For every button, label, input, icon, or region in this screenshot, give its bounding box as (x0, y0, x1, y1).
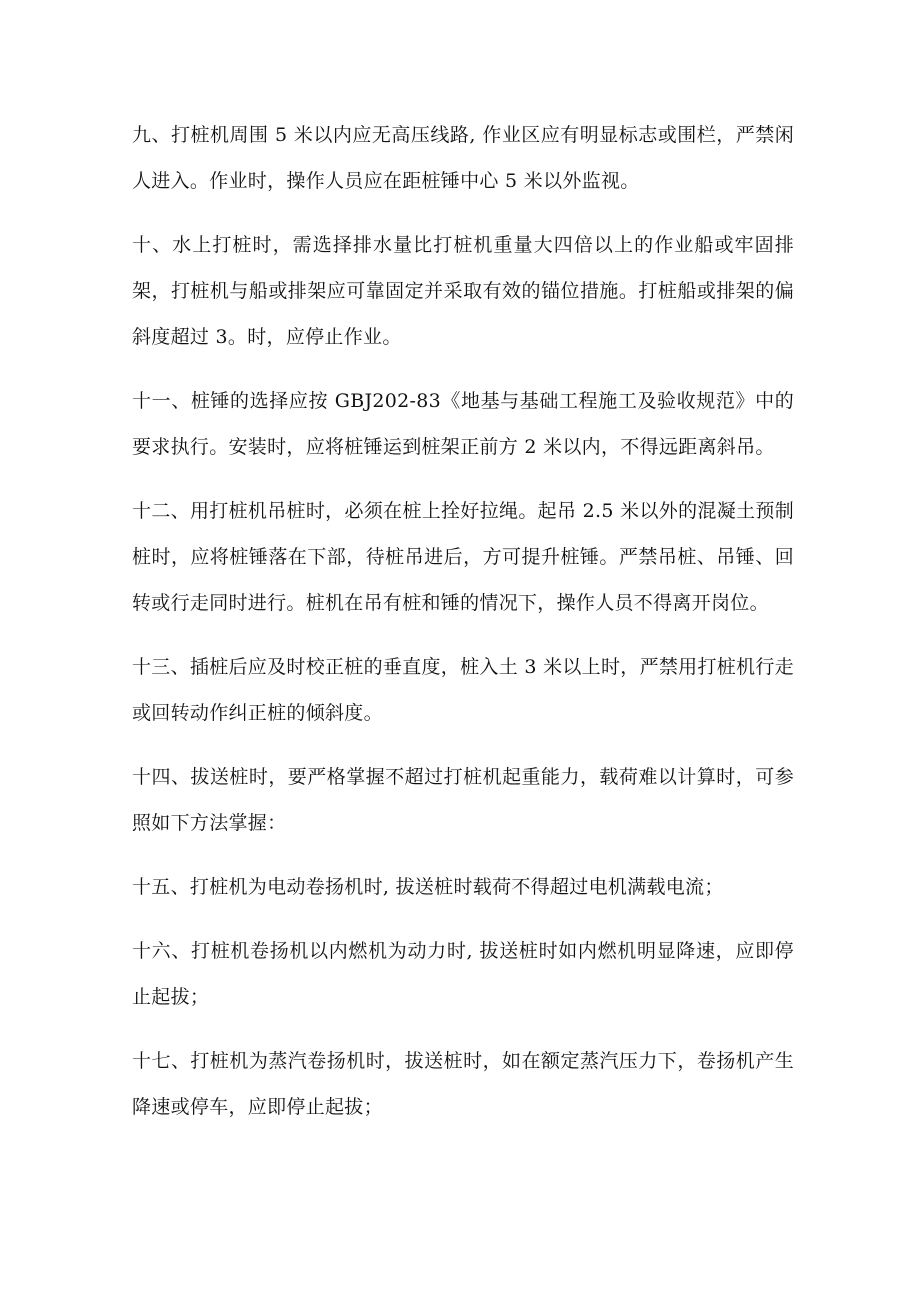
paragraph-17: 十七、打桩机为蒸汽卷扬机时，拔送桩时，如在额定蒸汽压力下，卷扬机产生降速或停车，应即停止起拔； (132, 1050, 794, 1118)
paragraph-13: 十三、插桩后应及时校正桩的垂直度，桩入土 3 米以上时，严禁用打桩机行走或回转动作纠正桩的倾斜度。 (132, 656, 794, 724)
paragraph-11: 十一、桩锤的选择应按 GBJ202-83《地基与基础工程施工及验收规范》中的要求执行。安装时，应将桩锤运到桩架正前方 2 米以内，不得远距离斜吊。 (132, 390, 794, 458)
paragraph-14: 十四、拔送桩时，要严格掌握不超过打桩机起重能力，载荷难以计算时，可参照如下方法掌握： (132, 766, 794, 834)
paragraph-15: 十五、打桩机为电动卷扬机时, 拔送桩时载荷不得超过电机满载电流； (132, 876, 724, 898)
paragraph-10: 十、水上打桩时，需选择排水量比打桩机重量大四倍以上的作业船或牢固排架，打桩机与船或排架应可靠固定并采取有效的锚位措施。打桩船或排架的偏斜度超过 3。时，应停止作业。 (132, 234, 794, 348)
paragraph-12: 十二、用打桩机吊桩时，必须在桩上拴好拉绳。起吊 2.5 米以外的混凝土预制桩时，应将桩锤落在下部，待桩吊进后，方可提升桩锤。严禁吊桩、吊锤、回转或行走同时进行。桩机在吊有桩和锤的情况下，操作人员不得离开岗位。 (132, 500, 794, 614)
paragraph-9: 九、打桩机周围 5 米以内应无高压线路, 作业区应有明显标志或围栏，严禁闲人进入。作业时，操作人员应在距桩锤中心 5 米以外监视。 (132, 124, 794, 192)
document-body (132, 112, 794, 1148)
paragraph-16: 十六、打桩机卷扬机以内燃机为动力时, 拔送桩时如内燃机明显降速，应即停止起拔； (132, 940, 794, 1008)
